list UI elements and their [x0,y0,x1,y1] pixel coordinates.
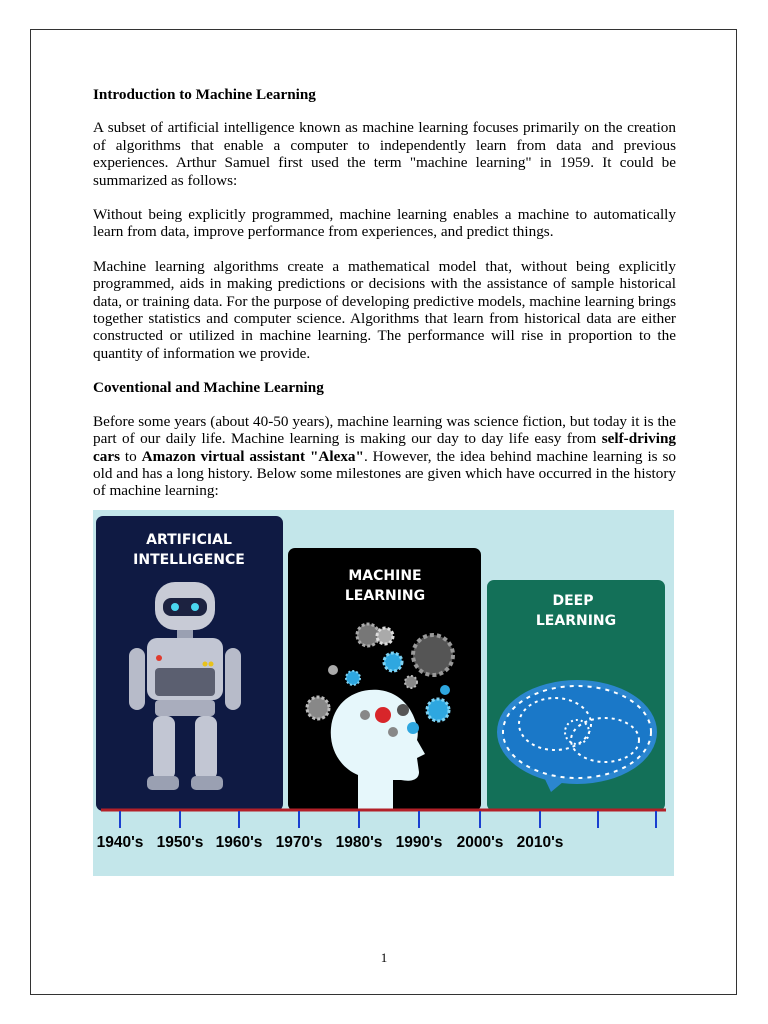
decade-label-1960s: 1960's [215,834,263,851]
dl-label-line2: LEARNING [535,613,617,629]
paragraph-history [93,413,676,500]
history-text-3: . However, the idea behind machine learning is so old and has a long history. Below some milestones are given which have occurred in the history of machine learning: [93,447,676,500]
paragraph-algorithms: Machine learning algorithms create a mathematical model that, without being explicitly programmed, aids in making predictions or decisions with the assistance of sample historical data, or training data. For the purpose of developing predictive models, machine learning brings together statistics and computer science. Algorithms that learn from historical data are either constructed or utilized in machine learning. The performance will rise in proportion to the quantity of information we provide. [93,257,676,362]
ml-label-line1: MACHINE [348,568,422,584]
history-text-1: Before some years (about 40-50 years), machine learning was science fiction, but today it is the part of our daily life. Machine learning is making our day to day life easy from [93,412,676,448]
timeline-figure-svg [93,510,674,876]
decade-label-1950s: 1950's [156,834,204,851]
decade-label-1990s: 1990's [395,834,443,851]
ai-label-line2: INTELLIGENCE [133,552,245,568]
decade-label-1970s: 1970's [275,834,323,851]
decade-labels [97,834,564,851]
dl-label-line1: DEEP [552,593,594,609]
heading-introduction: Introduction to Machine Learning [93,86,316,103]
decade-label-2000s: 2000's [456,834,504,851]
self-driving-cars-text: self-driving cars [93,430,676,465]
page-number: 1 [380,950,388,965]
alexa-text: Amazon virtual assistant "Alexa" [141,447,364,465]
paragraph-definition: Without being explicitly programmed, machine learning enables a machine to automatically learn from data, improve performance from experiences, and predict things. [93,206,676,241]
timeline-ticks [120,811,656,828]
paragraph-intro: A subset of artificial intelligence known as machine learning focuses primarily on the creation of algorithms that enable a computer to independently learn from data and previous experiences. Arthur Samuel first used the term "machine learning" in 1959. It could be summarized as follows: [93,119,676,189]
decade-label-1980s: 1980's [335,834,383,851]
ml-label-line2: LEARNING [344,588,426,604]
decade-label-1940s: 1940's [96,834,144,851]
heading-conventional: Coventional and Machine Learning [93,379,324,397]
history-text-2: to [120,447,142,465]
ai-ml-dl-timeline-figure [93,510,674,876]
ai-label-line1: ARTIFICIAL [146,532,232,548]
decade-label-2010s: 2010's [516,834,564,851]
document-body [93,86,676,517]
